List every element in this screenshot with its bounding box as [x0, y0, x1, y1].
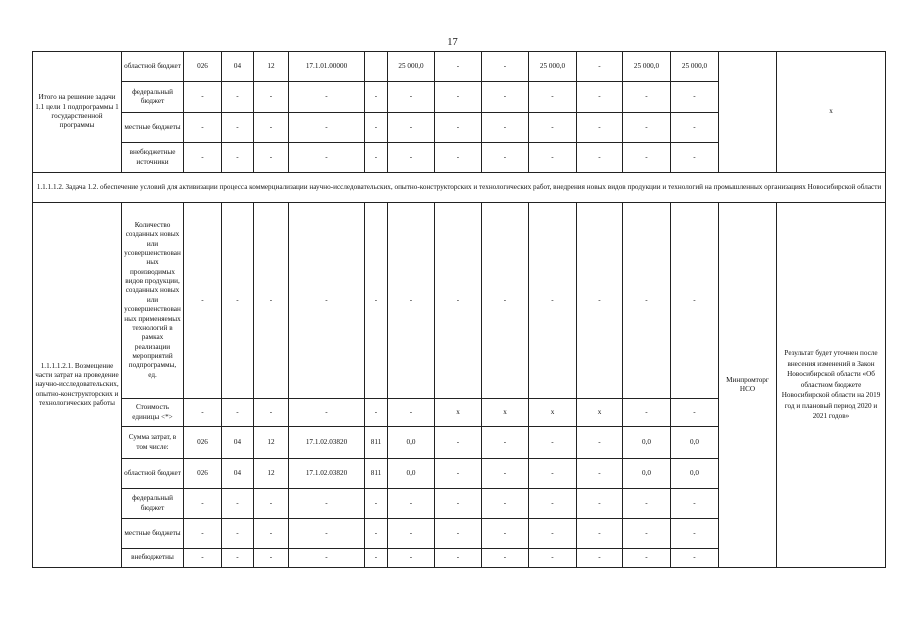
task-header: 1.1.1.1.2. Задача 1.2. обеспечение условий для активизации процесса коммерциализации научно-исследовательских, опытно-конструкторских и технологических работ, внедрения новых видов продукции и технологий на промышленных организациях Новосибирской области: [33, 173, 886, 203]
cell: -: [671, 82, 719, 113]
row-label: Сумма затрат, в том числе:: [122, 427, 184, 459]
cell: -: [577, 203, 623, 399]
cell: -: [577, 82, 623, 113]
cell: -: [388, 203, 435, 399]
cell: -: [529, 203, 577, 399]
cell: -: [289, 82, 365, 113]
cell: -: [388, 113, 435, 143]
cell: -: [671, 143, 719, 173]
cell: -: [482, 52, 529, 82]
cell: -: [388, 489, 435, 519]
cell: -: [482, 489, 529, 519]
cell: -: [184, 549, 222, 568]
table-row: [33, 173, 886, 203]
cell: -: [289, 113, 365, 143]
cell: -: [435, 519, 482, 549]
section2-executor: Минпромторг НСО: [719, 203, 777, 568]
cell: 0,0: [623, 427, 671, 459]
cell: 04: [222, 52, 254, 82]
row-label: федеральный бюджет: [122, 489, 184, 519]
cell: x: [577, 399, 623, 427]
cell: -: [435, 52, 482, 82]
cell: -: [289, 519, 365, 549]
section1-name: Итого на решение задачи 1.1 цели 1 подпрограммы 1 государственной программы: [33, 52, 122, 173]
cell: 0,0: [623, 459, 671, 489]
cell: -: [254, 549, 289, 568]
cell: -: [577, 427, 623, 459]
cell: -: [671, 399, 719, 427]
cell: -: [222, 203, 254, 399]
cell: -: [222, 489, 254, 519]
cell: -: [222, 113, 254, 143]
cell: -: [623, 203, 671, 399]
cell: -: [254, 399, 289, 427]
cell: -: [577, 489, 623, 519]
cell: 17.1.01.00000: [289, 52, 365, 82]
cell: -: [184, 113, 222, 143]
cell: -: [388, 399, 435, 427]
cell: -: [671, 113, 719, 143]
cell: -: [289, 203, 365, 399]
cell: -: [623, 113, 671, 143]
cell: -: [623, 519, 671, 549]
cell: -: [289, 549, 365, 568]
cell: -: [623, 82, 671, 113]
cell: -: [289, 489, 365, 519]
row-label: внебюджетны: [122, 549, 184, 568]
cell: -: [184, 399, 222, 427]
cell: -: [482, 519, 529, 549]
cell: -: [623, 549, 671, 568]
cell: -: [482, 427, 529, 459]
cell: -: [529, 113, 577, 143]
table-row: [33, 52, 886, 82]
cell: -: [365, 489, 388, 519]
cell: 811: [365, 427, 388, 459]
cell: [365, 52, 388, 82]
cell: -: [254, 113, 289, 143]
cell: x: [435, 399, 482, 427]
cell: -: [529, 549, 577, 568]
cell: -: [482, 549, 529, 568]
page-number: 17: [447, 37, 458, 48]
section1-executor: [719, 52, 777, 173]
cell: -: [184, 143, 222, 173]
section1-result: x: [777, 52, 886, 173]
row-label: федеральный бюджет: [122, 82, 184, 113]
cell: -: [365, 399, 388, 427]
cell: 12: [254, 427, 289, 459]
cell: x: [482, 399, 529, 427]
cell: 0,0: [671, 427, 719, 459]
cell: 17.1.02.03820: [289, 459, 365, 489]
cell: 04: [222, 459, 254, 489]
cell: -: [365, 113, 388, 143]
cell: -: [482, 143, 529, 173]
cell: -: [254, 489, 289, 519]
cell: -: [222, 143, 254, 173]
cell: -: [577, 519, 623, 549]
row-label: Количество созданных новых или усовершенствованных производимых видов продукции, созданных новых или усовершенствованных применяемых технологий в рамках реализации мероприятий подпрограммы, ед.: [122, 203, 184, 399]
cell: -: [365, 549, 388, 568]
row-label: Стоимость единицы <*>: [122, 399, 184, 427]
cell: -: [482, 203, 529, 399]
cell: 12: [254, 459, 289, 489]
cell: -: [577, 113, 623, 143]
cell: -: [254, 203, 289, 399]
cell: -: [435, 143, 482, 173]
cell: -: [184, 203, 222, 399]
cell: -: [184, 82, 222, 113]
cell: 0,0: [388, 427, 435, 459]
row-label: областной бюджет: [122, 459, 184, 489]
cell: -: [254, 82, 289, 113]
cell: -: [184, 489, 222, 519]
cell: 25 000,0: [623, 52, 671, 82]
cell: -: [254, 143, 289, 173]
cell: -: [529, 489, 577, 519]
cell: -: [388, 549, 435, 568]
cell: 0,0: [671, 459, 719, 489]
cell: -: [388, 519, 435, 549]
cell: -: [435, 489, 482, 519]
row-label: внебюджетные источники: [122, 143, 184, 173]
cell: 0,0: [388, 459, 435, 489]
table-row: [33, 203, 886, 399]
cell: -: [435, 203, 482, 399]
cell: 026: [184, 427, 222, 459]
cell: -: [435, 459, 482, 489]
row-label: областной бюджет: [122, 52, 184, 82]
cell: -: [623, 399, 671, 427]
cell: -: [529, 143, 577, 173]
cell: -: [529, 459, 577, 489]
section2-name: 1.1.1.1.2.1. Возмещение части затрат на проведение научно-исследовательских, опытно-конструкторских и технологических работы: [33, 203, 122, 568]
row-label: местные бюджеты: [122, 113, 184, 143]
cell: 811: [365, 459, 388, 489]
cell: -: [671, 203, 719, 399]
cell: -: [388, 143, 435, 173]
cell: -: [222, 82, 254, 113]
cell: -: [289, 399, 365, 427]
cell: -: [435, 549, 482, 568]
budget-table: [32, 51, 886, 568]
cell: -: [365, 519, 388, 549]
cell: -: [577, 52, 623, 82]
cell: 026: [184, 52, 222, 82]
cell: -: [289, 143, 365, 173]
cell: -: [365, 143, 388, 173]
cell: -: [365, 82, 388, 113]
cell: -: [623, 489, 671, 519]
cell: -: [529, 519, 577, 549]
cell: -: [184, 519, 222, 549]
cell: -: [482, 113, 529, 143]
cell: -: [222, 519, 254, 549]
cell: -: [482, 82, 529, 113]
cell: -: [529, 427, 577, 459]
cell: -: [435, 113, 482, 143]
cell: -: [435, 427, 482, 459]
cell: x: [529, 399, 577, 427]
cell: -: [529, 82, 577, 113]
cell: 17.1.02.03820: [289, 427, 365, 459]
cell: -: [671, 489, 719, 519]
row-label: местные бюджеты: [122, 519, 184, 549]
cell: 026: [184, 459, 222, 489]
cell: -: [482, 459, 529, 489]
section2-result: Результат будет уточнен после внесения изменений в Закон Новосибирской области «Об областном бюджете Новосибирской области на 2019 год и плановый период 2020 и 2021 годов»: [777, 203, 886, 568]
cell: 04: [222, 427, 254, 459]
cell: -: [222, 549, 254, 568]
cell: -: [577, 143, 623, 173]
cell: 25 000,0: [671, 52, 719, 82]
cell: -: [671, 549, 719, 568]
cell: -: [435, 82, 482, 113]
cell: -: [388, 82, 435, 113]
cell: -: [577, 459, 623, 489]
cell: -: [254, 519, 289, 549]
cell: -: [671, 519, 719, 549]
cell: -: [222, 399, 254, 427]
cell: 12: [254, 52, 289, 82]
cell: -: [623, 143, 671, 173]
cell: -: [577, 549, 623, 568]
cell: -: [365, 203, 388, 399]
cell: 25 000,0: [388, 52, 435, 82]
cell: 25 000,0: [529, 52, 577, 82]
